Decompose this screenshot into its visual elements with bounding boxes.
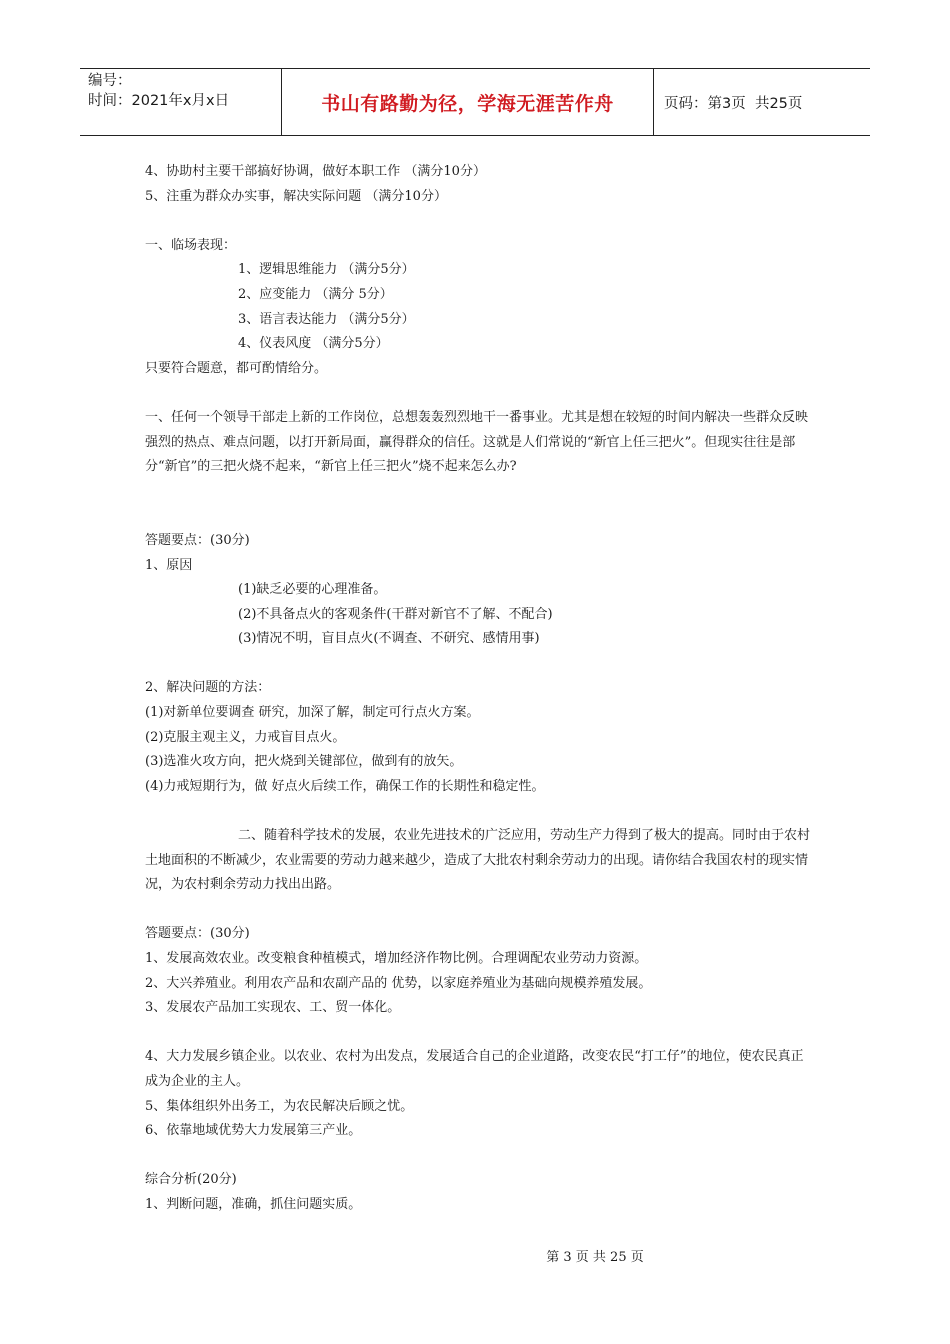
blank-line: [145, 504, 810, 529]
blank-line: [145, 480, 810, 505]
answer-heading: 答题要点：(30分): [145, 926, 250, 942]
list-item: 1、判断问题，准确，抓住问题实质。: [145, 1196, 362, 1212]
list-item: (4)力戒短期行为，做 好点火后续工作，确保工作的长期性和稳定性。: [145, 778, 545, 794]
list-item: 1、逻辑思维能力 （满分5分）: [238, 262, 415, 278]
list-item: (1)对新单位要调查 研究，加深了解，制定可行点火方案。: [145, 705, 480, 721]
document-number-label: 编号：: [88, 73, 132, 89]
document-date: 时间：2021年x月x日: [88, 93, 230, 109]
blank-line: [145, 1144, 810, 1169]
text-line: 4、协助村主要干部搞好协调，做好本职工作 （满分10分）: [145, 164, 486, 179]
footer-page-number: 第 3 页 共 25 页: [546, 1250, 644, 1265]
list-item: (2)不具备点火的客观条件(干群对新官不了解、不配合): [238, 606, 553, 622]
list-item: 4、大力发展乡镇企业。以农业、农村为出发点，发展适合自己的企业道路，改变农民“打工仔”的地位，使农民真正成为企业的主人。: [145, 1049, 804, 1089]
list-item: (1)缺乏必要的心理准备。: [238, 582, 387, 598]
blank-line: [145, 381, 810, 406]
question-paragraph: 二、随着科学技术的发展，农业先进技术的广泛应用，劳动生产力得到了极大的提高。同时由于农村土地面积的不断减少，农业需要的劳动力越来越少，造成了大批农村剩余劳动力的出现。请你结合我国农村的现实情况，为农村剩余劳动力找出出路。: [145, 828, 811, 893]
blank-line: [145, 898, 810, 923]
list-item: 5、集体组织外出务工，为农民解决后顾之忧。: [145, 1098, 414, 1114]
page-footer: [0, 1246, 950, 1265]
blank-line: [145, 1021, 810, 1046]
section-heading: 一、临场表现：: [145, 237, 237, 253]
list-item: 2、应变能力 （满分 5分）: [238, 286, 393, 302]
header-page-text: 页码：第3页 共25页: [664, 95, 803, 112]
list-item: 1、发展高效农业。改变粮食种植模式，增加经济作物比例。合理调配农业劳动力资源。: [145, 951, 648, 966]
header-motto: 书山有路勤为径，学海无涯苦作舟: [282, 69, 654, 135]
list-item: 4、仪表风度 （满分5分）: [238, 336, 389, 352]
list-item: 3、发展农产品加工实现农、工、贸一体化。: [145, 1000, 401, 1016]
list-item: (3)情况不明，盲目点火(不调查、不研究、感情用事): [238, 631, 540, 647]
text-line: 5、注重为群众办实事，解决实际问题 （满分10分）: [145, 188, 447, 204]
blank-line: [145, 799, 810, 824]
page-header: [80, 68, 870, 136]
answer-heading: 答题要点：(30分): [145, 532, 250, 548]
blank-line: [145, 209, 810, 234]
blank-line: [145, 652, 810, 677]
document-body: [145, 160, 810, 1218]
list-item: (2)克服主观主义，力戒盲目点火。: [145, 729, 346, 745]
list-item: 6、依靠地域优势大力发展第三产业。: [145, 1123, 362, 1139]
question-paragraph: 一、任何一个领导干部走上新的工作岗位，总想轰轰烈烈地干一番事业。尤其是想在较短的时间内解决一些群众反映强烈的热点、难点问题，以打开新局面，赢得群众的信任。这就是人们常说的“新官上任三把火”。但现实往往是部分“新官”的三把火烧不起来，“新官上任三把火”烧不起来怎么办?: [145, 409, 809, 475]
list-item: (3)选准火攻方向，把火烧到关键部位，做到有的放矢。: [145, 754, 463, 770]
text-line: 1、原因: [145, 557, 193, 573]
section-heading: 综合分析(20分): [145, 1172, 237, 1188]
list-item: 3、语言表达能力 （满分5分）: [238, 311, 415, 327]
header-page-info: [654, 69, 870, 135]
header-meta: [80, 69, 282, 135]
list-item: 2、大兴养殖业。利用农产品和农副产品的 优势，以家庭养殖业为基础向规模养殖发展。: [145, 975, 652, 991]
text-line: 2、解决问题的方法：: [145, 680, 271, 696]
text-line: 只要符合题意，都可酌情给分。: [145, 360, 328, 376]
